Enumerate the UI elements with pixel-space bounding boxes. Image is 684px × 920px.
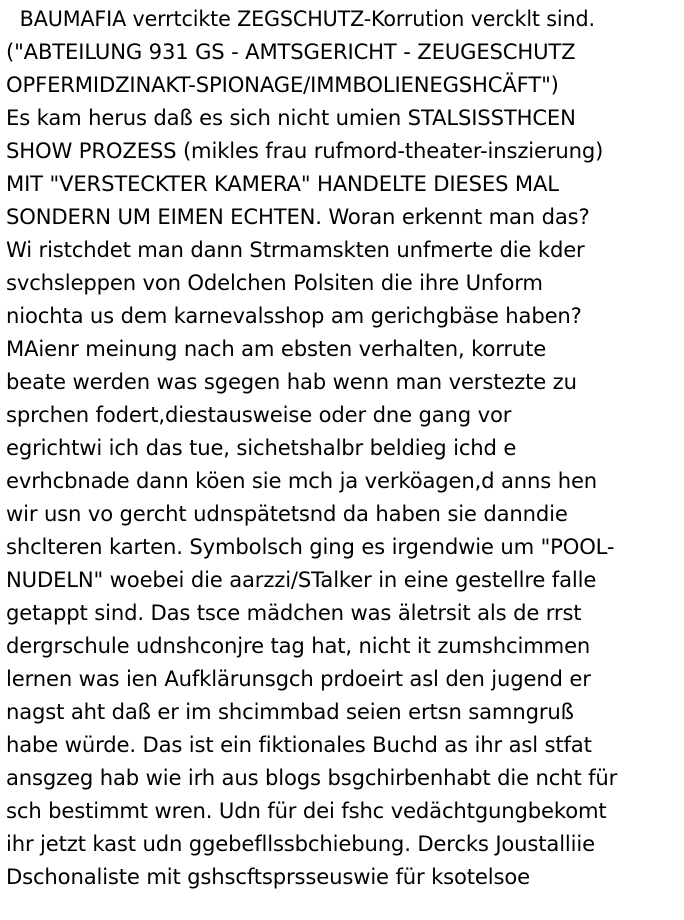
text-line: MIT "VERSTECKTER KAMERA" HANDELTE DIESES MAL xyxy=(6,171,559,196)
text-line: niochta us dem karnevalsshop am gerichgbäse haben? xyxy=(6,303,582,328)
document-text xyxy=(6,2,684,893)
text-line: Dschonaliste mit gshscftsprsseuswie für ksotelsoe xyxy=(6,864,530,889)
text-line: ansgzeg hab wie irh aus blogs bsgchirbenhabt die ncht für xyxy=(6,765,618,790)
text-line: svchsleppen von Odelchen Polsiten die ihre Unform xyxy=(6,270,543,295)
text-line: lernen was ien Aufklärunsgch prdoeirt asl den jugend er xyxy=(6,666,591,691)
text-line: ihr jetzt kast udn ggebefllssbchiebung. Dercks Joustalliie xyxy=(6,831,595,856)
text-line: SHOW PROZESS (mikles frau rufmord-theater-inszierung) xyxy=(6,138,604,163)
text-line: egrichtwi ich das tue, sichetshalbr beldieg ichd e xyxy=(6,435,517,460)
text-line: habe würde. Das ist ein fiktionales Buchd as ihr asl stfat xyxy=(6,732,592,757)
text-line: dergrschule udnshconjre tag hat, nicht it zumshcimmen xyxy=(6,633,591,658)
text-line: beate werden was sgegen hab wenn man verstezte zu xyxy=(6,369,577,394)
text-line: shclteren karten. Symbolsch ging es irgendwie um "POOL- xyxy=(6,534,615,559)
text-line: Wi ristchdet man dann Strmamskten unfmerte die kder xyxy=(6,237,585,262)
text-line: wir usn vo gercht udnspätetsnd da haben sie danndie xyxy=(6,501,568,526)
text-line: MAienr meinung nach am ebsten verhalten, korrute xyxy=(6,336,547,361)
text-line: NUDELN" woebei die aarzzi/STalker in eine gestellre falle xyxy=(6,567,597,592)
text-line: evrhcbnade dann köen sie mch ja verköagen,d anns hen xyxy=(6,468,598,493)
text-line: sprchen fodert,diestausweise oder dne gang vor xyxy=(6,402,512,427)
text-line: Es kam herus daß es sich nicht umien STALSISSTHCEN xyxy=(6,105,576,130)
text-line: nagst aht daß er im shcimmbad seien ertsn samngruß xyxy=(6,699,574,724)
text-line: sch bestimmt wren. Udn für dei fshc vedächtgungbekomt xyxy=(6,798,607,823)
text-line: getappt sind. Das tsce mädchen was äletrsit als de rrst xyxy=(6,600,582,625)
text-line: BAUMAFIA verrtcikte ZEGSCHUTZ-Korrution vercklt sind. xyxy=(19,6,595,31)
text-line: SONDERN UM EIMEN ECHTEN. Woran erkennt man das? xyxy=(6,204,590,229)
text-line: ("ABTEILUNG 931 GS - AMTSGERICHT - ZEUGESCHUTZ xyxy=(6,39,576,64)
text-line: OPFERMIDZINAKT-SPIONAGE/IMMBOLIENEGSHCÄFT") xyxy=(6,72,559,97)
